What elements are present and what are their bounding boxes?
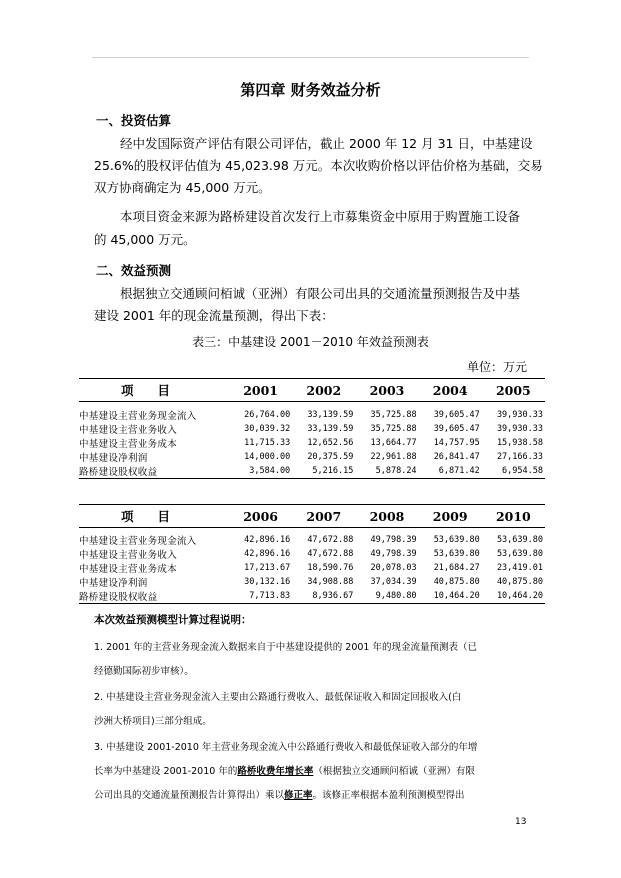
row-label: 中基建设净利润 — [79, 577, 148, 589]
note-line: 长率为中基建设 2001-2010 年的路桥收费年增长率（根据独立交通顾问栢诚（亚洲）有限 — [94, 766, 475, 777]
item-header: 项目 — [121, 383, 195, 398]
row-label: 路桥建设股权收益 — [79, 591, 158, 603]
year-header: 2006 — [243, 508, 278, 524]
note-line: 3. 中基建设 2001-2010 年主营业务现金流入中公路通行费收入和最低保证收入部分的年增 — [94, 742, 478, 753]
cell-value: 33,139.59 — [307, 409, 354, 420]
page-number: 13 — [515, 817, 527, 827]
year-header: 2008 — [369, 508, 405, 524]
item-header: 项目 — [121, 509, 195, 524]
paragraph-line: 根据独立交通顾问栢诚（亚洲）有限公司出具的交通流量预测报告及中基 — [120, 286, 521, 301]
cell-value: 13,664.77 — [370, 437, 417, 448]
year-header: 2007 — [306, 508, 342, 524]
cell-value: 5,216.15 — [312, 465, 354, 476]
note-line: 公司出具的交通流量预测报告计算得出）乘以修正率。该修正率根据本盈利预测模型得出 — [94, 790, 465, 801]
row-label: 中基建设主营业务收入 — [79, 424, 178, 436]
year-header: 2003 — [369, 382, 405, 398]
table-row — [79, 561, 545, 575]
table-row — [79, 589, 545, 604]
paragraph-line: 双方协商确定为 45,000 万元。 — [94, 180, 271, 195]
cell-value: 42,896.16 — [244, 548, 291, 559]
cell-value: 39,930.33 — [496, 409, 543, 420]
note-line: 1. 2001 年的主营业务现金流入数据来自于中基建设提供的 2001 年的现金流量预测表（已 — [94, 642, 477, 653]
cell-value: 47,672.88 — [307, 534, 354, 545]
cell-value: 37,034.39 — [370, 576, 417, 587]
table-row — [79, 408, 545, 422]
row-label: 中基建设主营业务收入 — [79, 549, 178, 561]
cell-value: 53,639.80 — [496, 534, 543, 545]
section-heading-investment: 一、投资估算 — [96, 113, 172, 128]
paragraph-line: 的 45,000 万元。 — [94, 232, 196, 247]
cell-value: 12,652.56 — [307, 437, 354, 448]
cell-value: 39,605.47 — [433, 409, 480, 420]
cell-value: 34,908.88 — [307, 576, 354, 587]
cell-value: 14,000.00 — [244, 451, 291, 462]
note-line: 沙洲大桥项目)三部分组成。 — [94, 716, 212, 727]
unit-label: 单位：万元 — [467, 360, 528, 374]
paragraph-line: 建设 2001 年的现金流量预测，得出下表： — [94, 308, 334, 323]
cell-value: 26,841.47 — [433, 451, 480, 462]
row-label: 中基建设主营业务现金流入 — [79, 410, 197, 422]
year-header: 2004 — [432, 382, 468, 398]
cell-value: 39,605.47 — [433, 423, 480, 434]
cell-value: 33,139.59 — [307, 423, 354, 434]
cell-value: 15,938.58 — [496, 437, 543, 448]
header-rule — [92, 57, 529, 58]
section-heading-forecast: 二、效益预测 — [96, 263, 172, 278]
cell-value: 9,480.80 — [375, 590, 417, 601]
table-header-row — [79, 505, 545, 528]
cell-value: 17,213.67 — [244, 562, 291, 573]
row-label: 中基建设净利润 — [79, 452, 148, 464]
chapter-title: 第四章 财务效益分析 — [240, 81, 381, 99]
cell-value: 11,715.33 — [244, 437, 291, 448]
paragraph-line: 25.6%的股权评估值为 45,023.98 万元。本次收购价格以评估价格为基础，交易 — [94, 158, 543, 173]
cell-value: 22,961.88 — [370, 451, 417, 462]
forecast-table-2006-2010 — [79, 504, 545, 604]
cell-value: 30,039.32 — [244, 423, 291, 434]
cell-value: 49,798.39 — [370, 548, 417, 559]
cell-value: 14,757.95 — [433, 437, 480, 448]
cell-value: 8,936.67 — [312, 590, 354, 601]
cell-value: 6,871.42 — [438, 465, 480, 476]
paragraph-line: 经中发国际资产评估有限公司评估，截止 2000 年 12 月 31 日，中基建设 — [120, 136, 533, 151]
year-header: 2009 — [432, 508, 468, 524]
table-row — [79, 533, 545, 547]
table-row — [79, 575, 545, 589]
year-header: 2002 — [306, 382, 342, 398]
row-label: 中基建设主营业务成本 — [79, 563, 178, 575]
notes-heading: 本次效益预测模型计算过程说明： — [94, 614, 252, 626]
cell-value: 35,725.88 — [370, 423, 417, 434]
row-label: 中基建设主营业务成本 — [79, 438, 178, 450]
cell-value: 53,639.80 — [496, 548, 543, 559]
cell-value: 53,639.80 — [433, 548, 480, 559]
cell-value: 6,954.58 — [502, 465, 543, 476]
table-row — [79, 436, 545, 450]
table-caption: 表三：中基建设 2001－2010 年效益预测表 — [192, 335, 429, 349]
table-header-row — [79, 379, 545, 402]
cell-value: 53,639.80 — [433, 534, 480, 545]
cell-value: 7,713.83 — [249, 590, 291, 601]
table-row — [79, 422, 545, 436]
cell-value: 39,930.33 — [496, 423, 543, 434]
underlined-term: 修正率 — [284, 790, 313, 801]
cell-value: 10,464.20 — [433, 590, 480, 601]
paragraph-line: 本项目资金来源为路桥建设首次发行上市募集资金中原用于购置施工设备 — [120, 209, 521, 224]
table-row — [79, 547, 545, 561]
cell-value: 27,166.33 — [496, 451, 543, 462]
cell-value: 47,672.88 — [307, 548, 354, 559]
cell-value: 30,132.16 — [244, 576, 291, 587]
cell-value: 40,875.80 — [496, 576, 543, 587]
cell-value: 5,878.24 — [375, 465, 417, 476]
note-line: 经德勤国际初步审核）。 — [94, 666, 194, 677]
cell-value: 20,375.59 — [307, 451, 354, 462]
row-label: 路桥建设股权收益 — [79, 466, 158, 478]
cell-value: 21,684.27 — [433, 562, 480, 573]
year-header: 2010 — [495, 508, 531, 524]
year-header: 2005 — [495, 382, 531, 398]
cell-value: 40,875.80 — [433, 576, 480, 587]
cell-value: 20,078.03 — [370, 562, 417, 573]
cell-value: 18,590.76 — [307, 562, 354, 573]
note-line: 2. 中基建设主营业务现金流入主要由公路通行费收入、最低保证收入和固定回报收入(白 — [94, 692, 462, 703]
forecast-table-2001-2005 — [79, 378, 545, 479]
row-label: 中基建设主营业务现金流入 — [79, 535, 197, 547]
underlined-term: 路桥收费年增长率 — [237, 766, 314, 777]
cell-value: 49,798.39 — [370, 534, 417, 545]
cell-value: 23,419.01 — [496, 562, 543, 573]
cell-value: 10,464.20 — [496, 590, 543, 601]
cell-value: 42,896.16 — [244, 534, 291, 545]
cell-value: 3,584.00 — [249, 465, 291, 476]
cell-value: 26,764.00 — [244, 409, 291, 420]
table-row — [79, 464, 545, 479]
cell-value: 35,725.88 — [370, 409, 417, 420]
year-header: 2001 — [243, 382, 278, 398]
table-row — [79, 450, 545, 464]
